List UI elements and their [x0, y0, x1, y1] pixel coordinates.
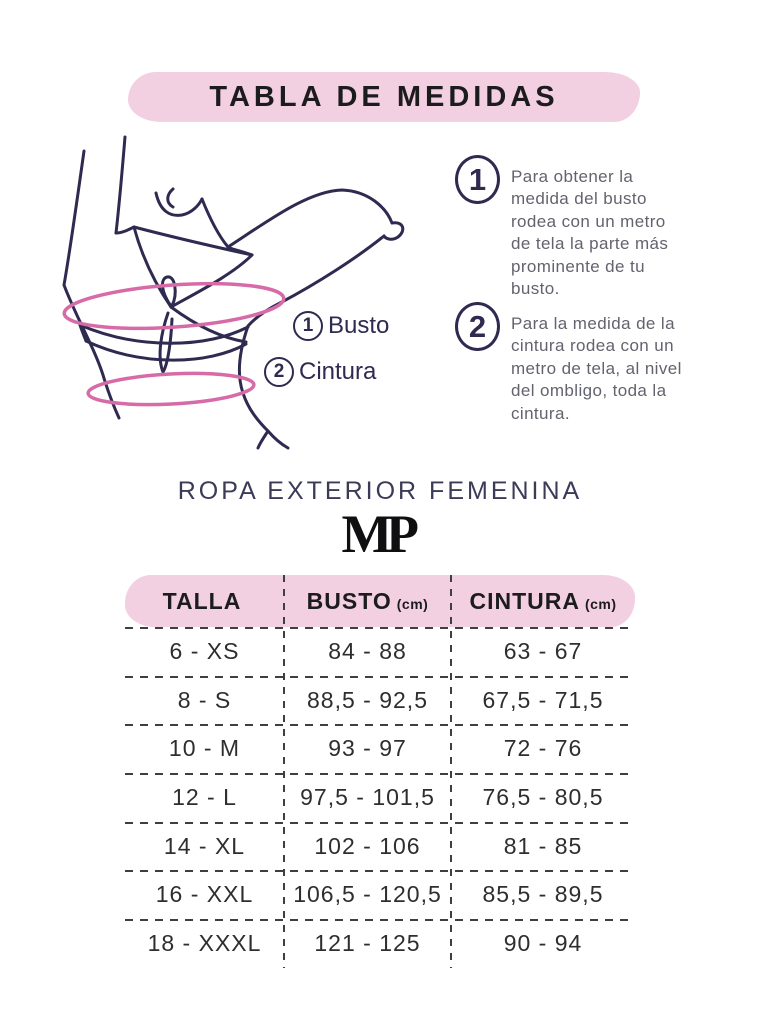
cintura-cell: 63 - 67 — [503, 637, 583, 664]
table-row — [125, 822, 635, 871]
measurement-figure — [40, 135, 440, 450]
table-row — [125, 724, 635, 773]
table-header — [125, 575, 635, 627]
busto-cell: 121 - 125 — [314, 929, 421, 956]
table-row — [125, 870, 635, 919]
talla-cell: 16 - XXL — [155, 881, 254, 908]
talla-cell: 12 - L — [172, 783, 237, 810]
size-table — [125, 575, 635, 968]
brand-logo: MP — [341, 504, 413, 564]
instruction-1-text: Para obtener la medida del busto rodea con un metro de tela la parte más prominente de tu busto. — [511, 167, 669, 299]
cintura-cell: 85,5 - 89,5 — [482, 881, 604, 908]
busto-cell: 102 - 106 — [314, 832, 421, 859]
column-header-busto: BUSTO (cm) — [306, 587, 429, 614]
waist-label — [264, 357, 376, 387]
column-header-cintura: CINTURA (cm) — [469, 587, 617, 614]
cintura-cell: 90 - 94 — [503, 929, 583, 956]
talla-cell: 6 - XS — [169, 637, 240, 664]
number-1-circle-icon: 1 — [293, 311, 323, 341]
page-title: TABLA DE MEDIDAS — [209, 80, 559, 113]
waist-tape-icon — [87, 370, 254, 409]
bust-label — [293, 311, 389, 341]
table-row — [125, 676, 635, 725]
table-row — [125, 919, 635, 968]
talla-cell: 14 - XL — [163, 832, 246, 859]
section-title: ROPA EXTERIOR FEMENINA — [177, 477, 583, 505]
table-row — [125, 627, 635, 676]
busto-cell: 97,5 - 101,5 — [300, 783, 435, 810]
column-divider — [283, 575, 285, 968]
busto-cell: 84 - 88 — [328, 637, 407, 664]
cintura-cell: 67,5 - 71,5 — [482, 686, 604, 713]
busto-cell: 106,5 - 120,5 — [293, 881, 442, 908]
busto-cell: 88,5 - 92,5 — [307, 686, 428, 713]
cintura-cell: 81 - 85 — [503, 832, 583, 859]
number-2-circle-icon: 2 — [264, 357, 294, 387]
column-divider — [450, 575, 452, 968]
instruction-2-number-icon: 2 — [455, 302, 500, 351]
woman-torso-illustration — [40, 135, 440, 450]
title-banner — [128, 72, 640, 122]
bust-label-text: Busto — [328, 312, 390, 339]
cintura-cell: 72 - 76 — [503, 735, 583, 762]
talla-cell: 8 - S — [177, 686, 232, 713]
waist-label-text: Cintura — [299, 358, 377, 385]
column-header-talla: TALLA — [162, 587, 242, 614]
talla-cell: 10 - M — [168, 735, 241, 762]
busto-cell: 93 - 97 — [328, 735, 407, 762]
instruction-1-number-icon: 1 — [455, 155, 500, 204]
table-row — [125, 773, 635, 822]
cintura-cell: 76,5 - 80,5 — [482, 783, 604, 810]
talla-cell: 18 - XXXL — [147, 929, 262, 956]
instruction-2-text: Para la medida de la cintura rodea con un metro de tela, al nivel del ombligo, toda la cintura. — [511, 314, 682, 423]
